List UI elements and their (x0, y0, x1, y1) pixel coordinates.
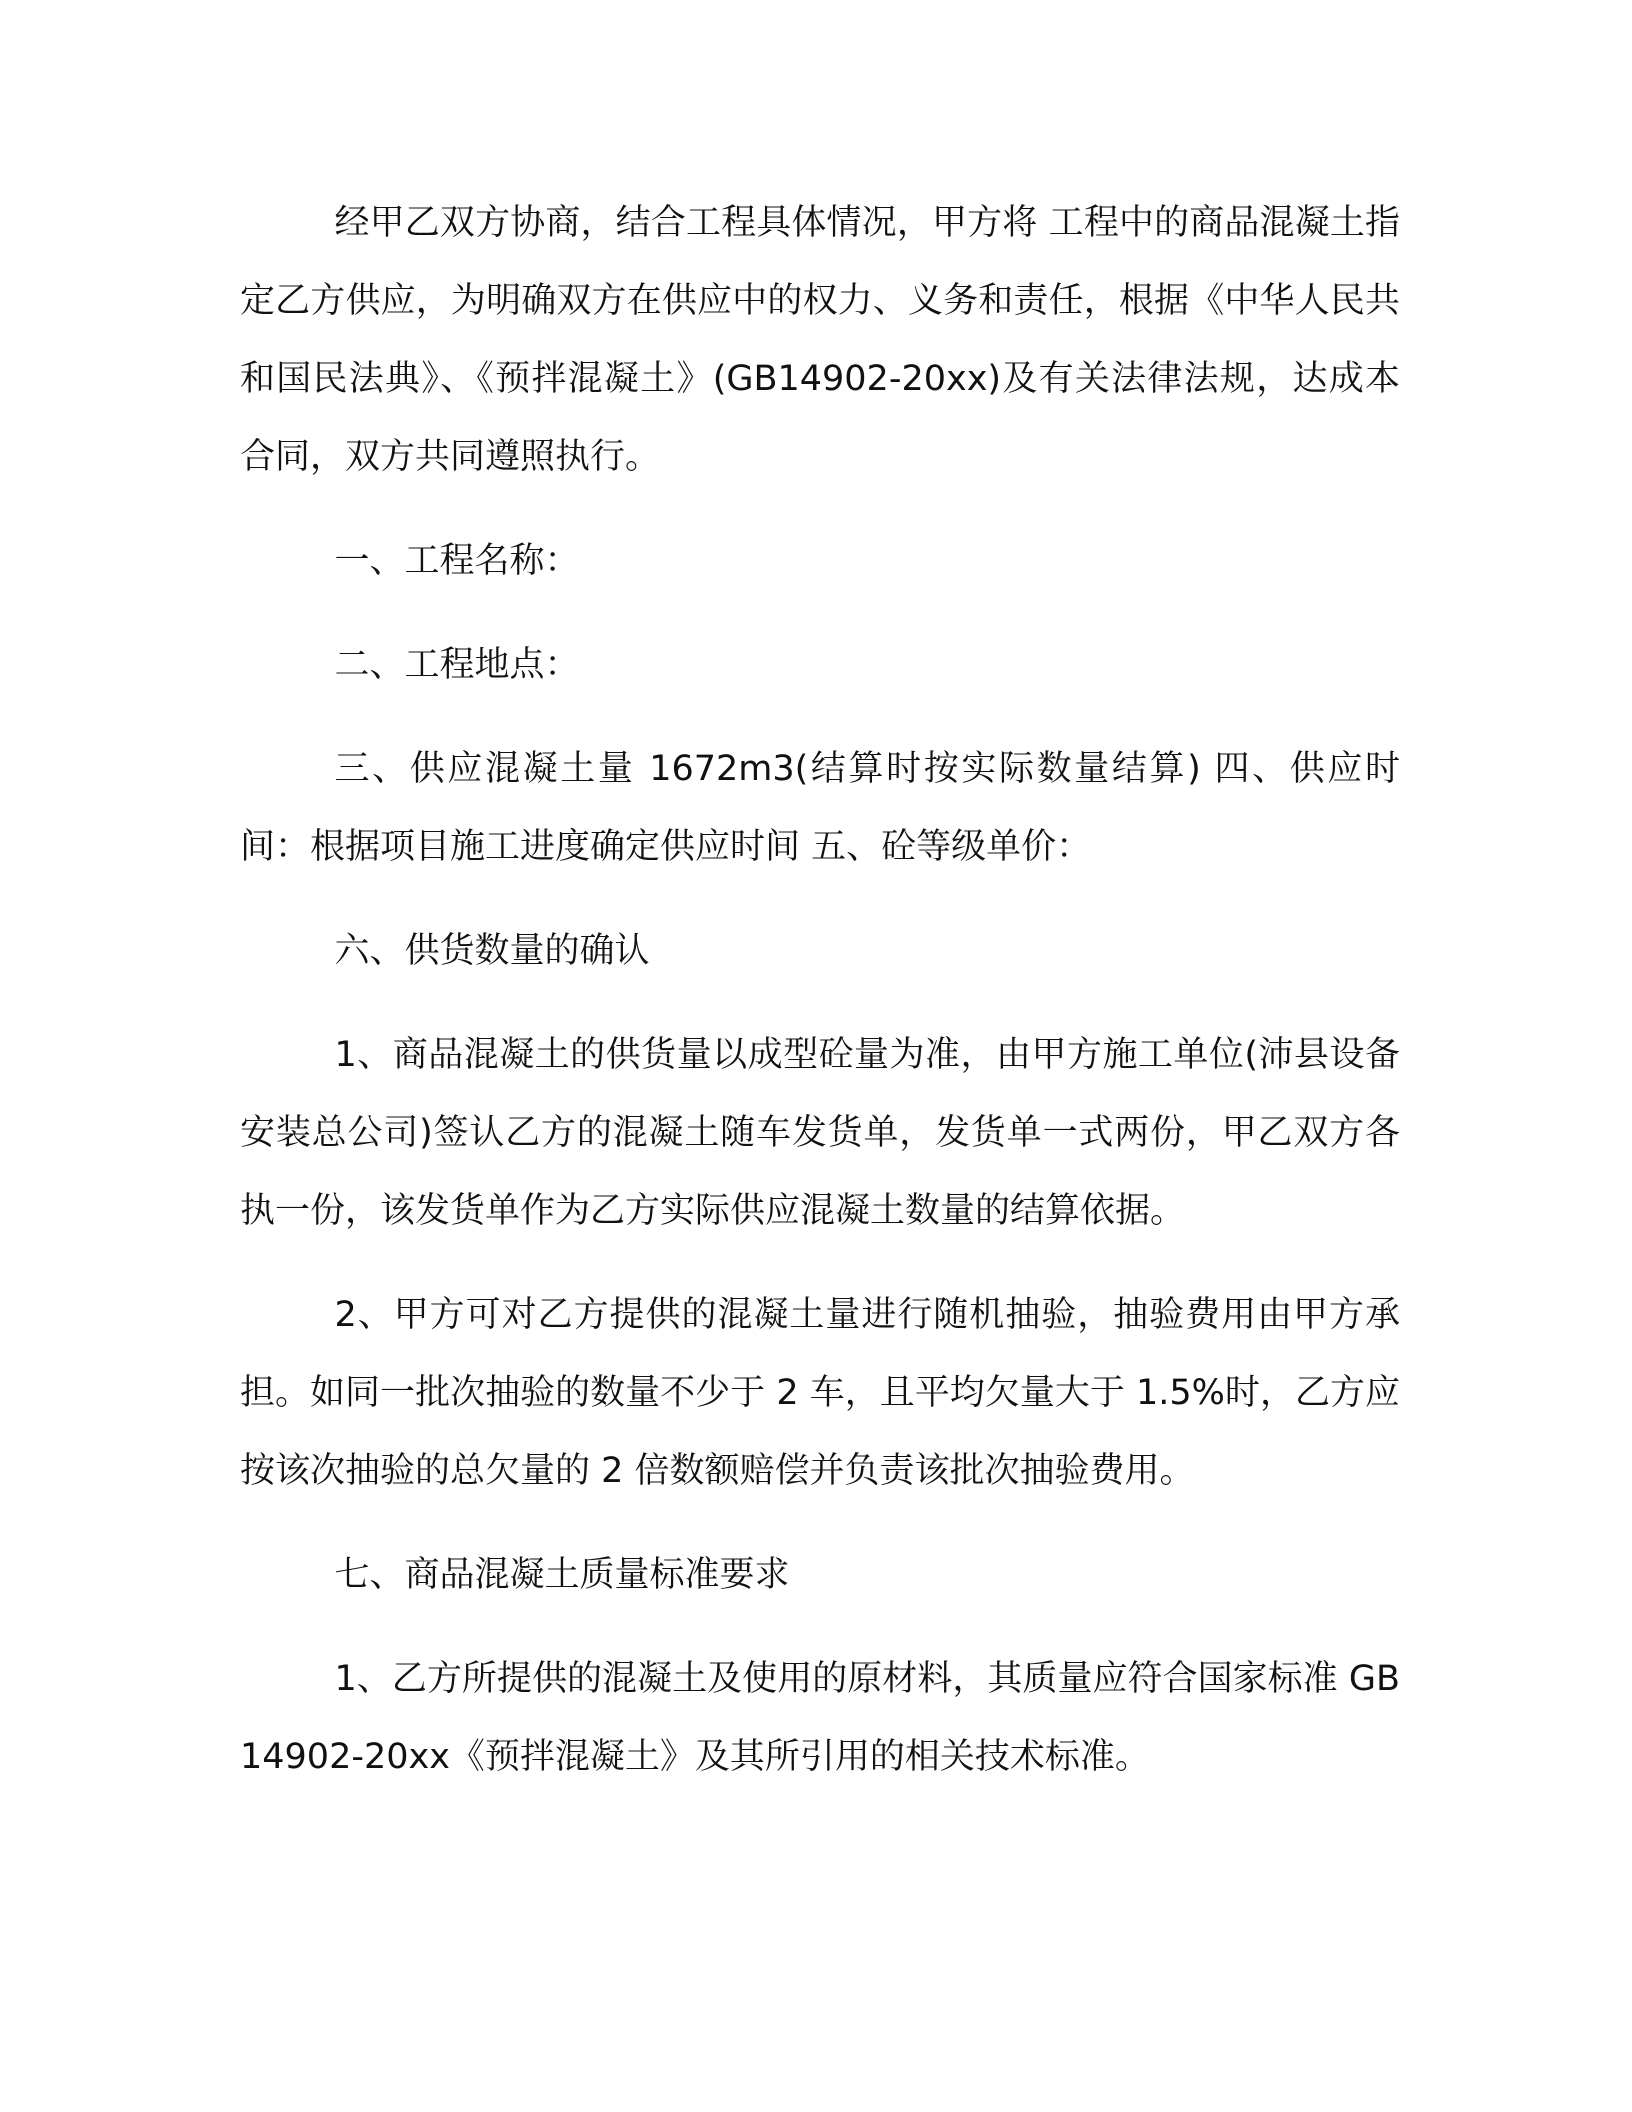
clause-6-1: 1、商品混凝土的供货量以成型砼量为准，由甲方施工单位(沛县设备安装总公司)签认乙方的混凝土随车发货单，发货单一式两份，甲乙双方各执一份，该发货单作为乙方实际供应混凝土数量的结算依据。 (240, 1035, 1400, 1231)
clause-6-2: 2、甲方可对乙方提供的混凝土量进行随机抽验，抽验费用由甲方承担。如同一批次抽验的数量不少于 2 车，且平均欠量大于 1.5%时，乙方应按该次抽验的总欠量的 2 倍数额赔偿并负责该批次抽验费用。 (240, 1295, 1400, 1491)
document-body (240, 184, 1400, 1822)
section-project-location: 二、工程地点： (334, 645, 580, 685)
section-project-name: 一、工程名称： (334, 541, 580, 581)
section-quality-standard: 七、商品混凝土质量标准要求 (334, 1555, 790, 1595)
section-quantity-confirmation: 六、供货数量的确认 (334, 931, 650, 971)
preamble-paragraph: 经甲乙双方协商，结合工程具体情况，甲方将 工程中的商品混凝土指定乙方供应，为明确双方在供应中的权力、义务和责任，根据《中华人民共和国民法典》、《预拌混凝土》(GB14902-20xx)及有关法律法规，达成本合同，双方共同遵照执行。 (240, 203, 1400, 477)
section-supply-quantity: 三、供应混凝土量 1672m3(结算时按实际数量结算) 四、供应时间：根据项目施工进度确定供应时间 五、砼等级单价： (240, 749, 1400, 867)
clause-7-1: 1、乙方所提供的混凝土及使用的原材料，其质量应符合国家标准 GB14902-20xx《预拌混凝土》及其所引用的相关技术标准。 (240, 1659, 1400, 1777)
